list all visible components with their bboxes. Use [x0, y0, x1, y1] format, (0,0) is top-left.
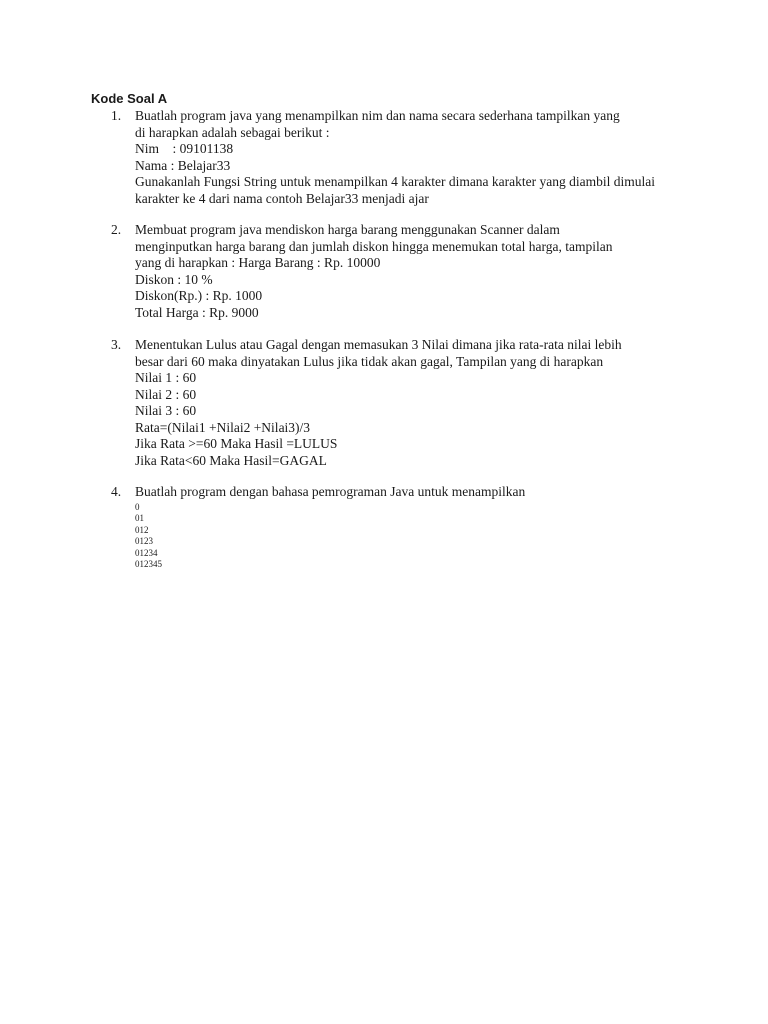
- text-line: Rata=(Nilai1 +Nilai2 +Nilai3)/3: [135, 419, 311, 435]
- output-line: 012345: [135, 559, 162, 569]
- output-line: 01: [135, 513, 144, 523]
- text-line: Nim : 09101138: [135, 141, 234, 156]
- question-text: [135, 337, 711, 469]
- question-number: 3.: [111, 337, 122, 352]
- text-line: besar dari 60 maka dinyatakan Lulus jika tidak akan gagal, Tampilan yang di harapkan: [135, 353, 604, 369]
- output-line: 012: [135, 524, 149, 535]
- text-line: Jika Rata >=60 Maka Hasil =LULUS: [135, 436, 338, 451]
- question-number: 2.: [111, 222, 122, 237]
- text-line: Menentukan Lulus atau Gagal dengan memasukan 3 Nilai dimana jika rata-rata nilai lebih: [135, 337, 622, 352]
- question-3: [111, 337, 711, 469]
- text-line: Diskon(Rp.) : Rp. 1000: [135, 288, 263, 303]
- question-4: [111, 484, 711, 571]
- text-line: karakter ke 4 dari nama contoh Belajar33 menjadi ajar: [135, 190, 429, 206]
- question-text: [135, 484, 711, 571]
- page-title: Kode Soal A: [91, 91, 168, 106]
- output-line: 0: [135, 501, 140, 512]
- text-line: Nilai 3 : 60: [135, 403, 197, 418]
- text-line: Buatlah program dengan bahasa pemrograman Java untuk menampilkan: [135, 484, 526, 499]
- question-number: 4.: [111, 484, 122, 499]
- output-line: 01234: [135, 547, 158, 558]
- question-2: [111, 222, 711, 321]
- question-text: [135, 108, 711, 207]
- text-line: Nilai 1 : 60: [135, 370, 197, 385]
- text-line: di harapkan adalah sebagai berikut :: [135, 124, 330, 140]
- text-line: Diskon : 10 %: [135, 271, 213, 287]
- question-text: [135, 222, 711, 321]
- expected-output: [135, 502, 711, 571]
- text-line: yang di harapkan : Harga Barang : Rp. 10000: [135, 255, 381, 270]
- text-line: Total Harga : Rp. 9000: [135, 304, 259, 320]
- question-1: [111, 108, 711, 207]
- text-line: Gunakanlah Fungsi String untuk menampilkan 4 karakter dimana karakter yang diambil dimulai: [135, 174, 656, 189]
- text-line: Jika Rata<60 Maka Hasil=GAGAL: [135, 452, 327, 468]
- text-line: Membuat program java mendiskon harga barang menggunakan Scanner dalam: [135, 222, 560, 237]
- text-line: Buatlah program java yang menampilkan nim dan nama secara sederhana tampilkan yang: [135, 108, 620, 123]
- question-number: 1.: [111, 108, 122, 123]
- output-line: 0123: [135, 536, 153, 546]
- text-line: menginputkan harga barang dan jumlah diskon hingga menemukan total harga, tampilan: [135, 238, 613, 254]
- text-line: Nilai 2 : 60: [135, 386, 197, 402]
- text-line: Nama : Belajar33: [135, 157, 231, 173]
